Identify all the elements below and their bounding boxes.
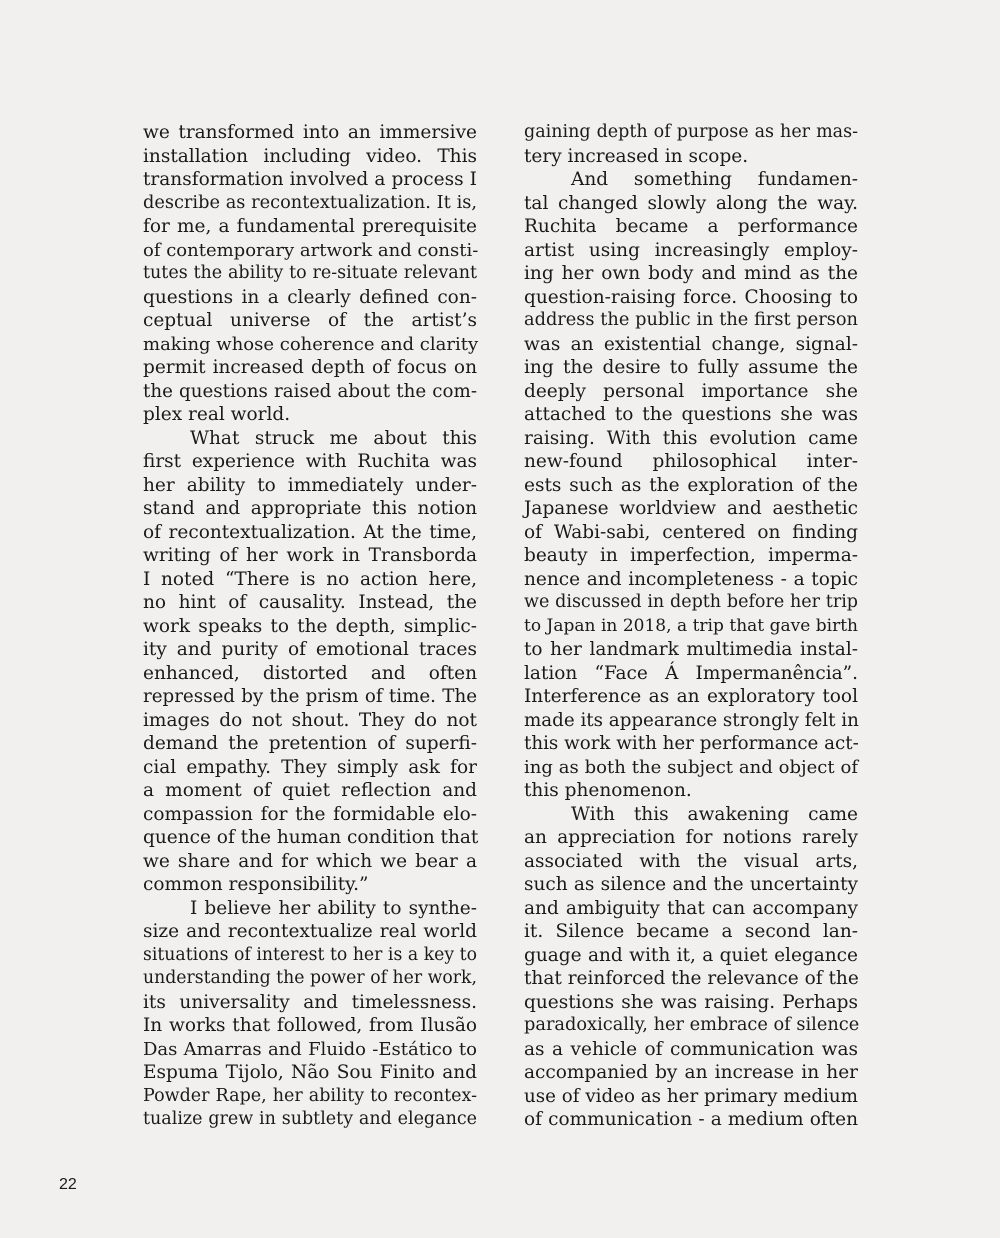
text-line: artist using increasingly employ- [524,239,858,261]
page-number: 22 [59,1176,77,1193]
text-line: tualize grew in subtlety and elegance [143,1109,477,1129]
text-line: transformation involved a process I [143,169,477,190]
text-line: for me, a fundamental prerequisite [143,216,477,237]
text-line: its universality and timelessness. [143,991,477,1013]
text-line: deeply personal importance she [524,380,858,402]
text-line: Powder Rape, her ability to recontex- [143,1085,477,1106]
text-line: questions she was raising. Perhaps [524,991,858,1013]
text-line: questions in a clearly defined con- [143,286,477,308]
text-line: Das Amarras and Fluido -Estático to [143,1038,477,1060]
text-line: cial empathy. They simply ask for [143,756,477,778]
text-line: it. Silence became a second lan- [524,921,858,942]
text-line: new-found philosophical inter- [524,451,858,472]
text-line: was an existential change, signal- [524,333,858,355]
text-line: associated with the visual arts, [524,850,858,872]
text-line: nence and incompleteness - a topic [524,568,858,590]
text-line: tal changed slowly along the way. [524,192,858,214]
text-line: no hint of causality. Instead, the [143,592,477,613]
text-line: and ambiguity that can accompany [524,897,858,919]
text-line: raising. With this evolution came [524,427,858,449]
text-line: ing as both the subject and object of [524,756,858,778]
text-line: that reinforced the relevance of the [524,968,859,989]
text-line: such as silence and the uncertainty [524,874,858,895]
text-line: question-raising force. Choosing to [524,286,858,308]
text-line: Japanese worldview and aesthetic [524,498,858,519]
text-line: lation “Face Á Impermanência”. [524,662,858,684]
text-line: tery increased in scope. [524,145,749,167]
text-line: repressed by the prism of time. The [143,686,477,707]
text-line: describe as recontextualization. It is, [143,192,477,213]
text-line: quence of the human condition that [143,827,479,848]
text-line: images do not shout. They do not [143,709,477,731]
text-line: work speaks to the depth, simplic- [143,615,477,637]
text-line: plex real world. [143,404,291,425]
text-line: situations of interest to her is a key to [143,944,477,965]
text-line: guage and with it, a quiet elegance [524,944,858,966]
text-line: to Japan in 2018, a trip that gave birth [524,615,858,636]
text-line: I believe her ability to synthe- [190,897,477,919]
text-line: understanding the power of her work, [143,968,477,988]
text-line: an appreciation for notions rarely [524,827,858,848]
text-line: In works that followed, from Ilusão [143,1015,477,1036]
right-text-column [524,121,858,1132]
text-line: address the public in the first person [524,310,858,330]
text-line: of communication - a medium often [524,1109,858,1130]
text-line: ing her own body and mind as the [524,263,858,284]
text-line: ceptual universe of the artist’s [143,310,477,331]
text-line: Interference as an exploratory tool [524,686,858,707]
text-line: this phenomenon. [524,780,692,801]
text-line: made its appearance strongly felt in [524,709,859,731]
text-line: as a vehicle of communication was [524,1038,858,1060]
text-line: the questions raised about the com- [143,380,477,402]
text-line: to her landmark multimedia instal- [524,639,858,660]
left-text-column [143,121,477,1132]
text-line: we discussed in depth before her trip [524,592,858,612]
text-line: ity and purity of emotional traces [143,639,477,660]
text-line: permit increased depth of focus on [143,357,477,378]
text-line: I noted “There is no action here, [143,568,477,590]
text-line: paradoxically, her embrace of silence [524,1015,860,1035]
text-line: compassion for the formidable elo- [143,803,477,825]
text-line: this work with her performance act- [524,733,859,754]
text-line: making whose coherence and clarity [143,333,479,355]
text-line: her ability to immediately under- [143,474,477,496]
text-line: Espuma Tijolo, Não Sou Finito and [143,1062,477,1083]
text-line: accompanied by an increase in her [524,1062,858,1083]
text-line: size and recontextualize real world [143,921,477,942]
text-line: attached to the questions she was [524,404,858,425]
text-line: demand the pretention of superfi- [143,733,477,754]
text-line: beauty in imperfection, imperma- [524,545,858,566]
text-line: of contemporary artwork and consti- [143,239,479,261]
text-line: common responsibility.” [143,874,369,895]
text-line: use of video as her primary medium [524,1085,858,1107]
text-line: a moment of quiet reflection and [143,780,477,801]
text-line: installation including video. This [143,145,477,167]
text-line: we transformed into an immersive [143,122,477,143]
text-line: Ruchita became a performance [524,216,858,237]
text-line: of recontextualization. At the time, [143,521,477,543]
text-line: of Wabi-sabi, centered on finding [524,521,858,543]
text-line: And something fundamen- [571,169,858,190]
text-line: writing of her work in Transborda [143,545,477,566]
text-line: ing the desire to fully assume the [524,357,858,378]
text-line: first experience with Ruchita was [143,451,477,472]
text-line: gaining depth of purpose as her mas- [524,122,858,142]
text-line: stand and appropriate this notion [143,498,477,519]
text-line: we share and for which we bear a [143,850,477,872]
text-line: What struck me about this [190,427,477,449]
text-line: With this awakening came [571,803,858,825]
text-line: enhanced, distorted and often [143,662,477,684]
text-line: ests such as the exploration of the [524,474,858,496]
text-line: tutes the ability to re-situate relevant [143,263,477,283]
